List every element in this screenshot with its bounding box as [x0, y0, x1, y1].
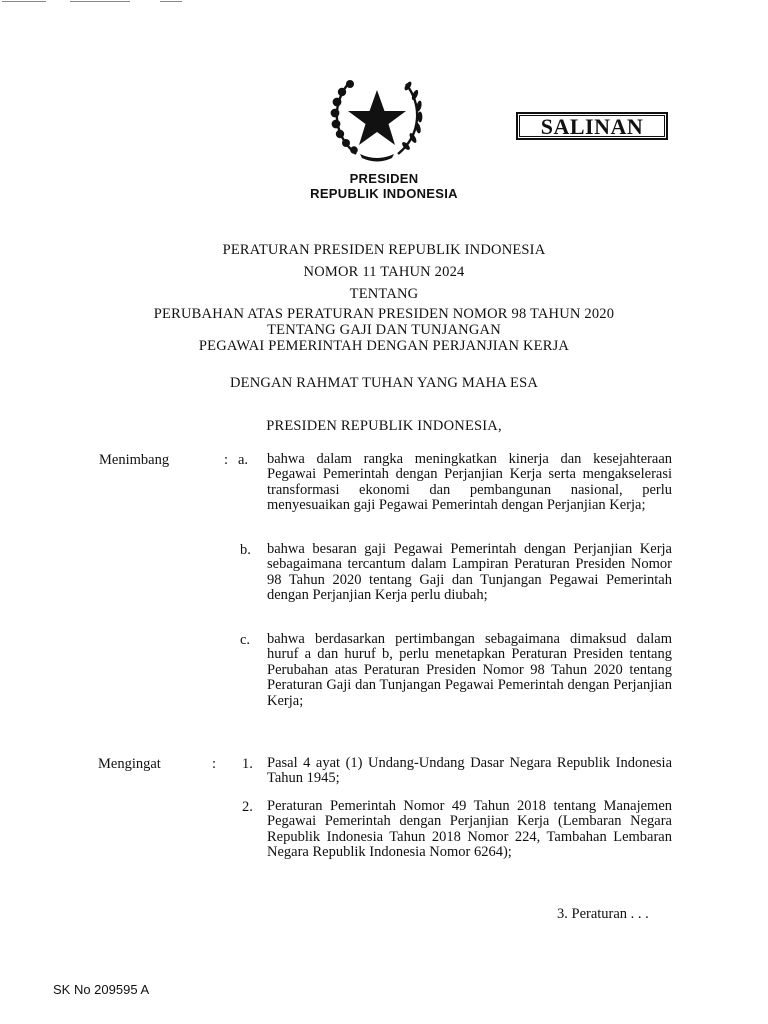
legal-basis-text: Pasal 4 ayat (1) Undang-Undang Dasar Negara Republik Indonesia Tahun 1945; — [267, 755, 672, 787]
president-label: PRESIDEN — [349, 171, 419, 186]
consideration-marker: c. — [240, 632, 251, 648]
enactor: PRESIDEN REPUBLIK INDONESIA, — [266, 418, 502, 434]
consideration-text: bahwa berdasarkan pertimbangan sebagaimana dimaksud dalam huruf a dan huruf b, perlu menetapkan Peraturan Presiden tentang Perubahan atas Peraturan Presiden Nomor 98 Tahun 2020 tentang Peraturan Gaji dan Tunjangan Pegawai Pemerintah dengan Perjanjian Kerja; — [267, 631, 672, 709]
regulation-title: PERATURAN PRESIDEN REPUBLIK INDONESIA — [222, 242, 546, 258]
serial-number: SK No 209595 A — [53, 982, 150, 997]
regulation-subject-line: TENTANG GAJI DAN TUNJANGAN — [267, 322, 501, 338]
salinan-stamp: SALINAN — [516, 112, 668, 140]
republic-label: REPUBLIK INDONESIA — [310, 186, 458, 201]
regulation-subject-line: PEGAWAI PEMERINTAH DENGAN PERJANJIAN KERJA — [198, 338, 570, 354]
scan-artifact-marks — [0, 0, 200, 4]
garuda-emblem-icon — [326, 70, 428, 166]
legal-basis-marker: 2. — [242, 799, 253, 815]
invocation: DENGAN RAHMAT TUHAN YANG MAHA ESA — [229, 375, 539, 391]
regulation-number: NOMOR 11 TAHUN 2024 — [303, 264, 465, 280]
legal-basis-text: Peraturan Pemerintah Nomor 49 Tahun 2018 tentang Manajemen Pegawai Pemerintah dengan Perjanjian Kerja (Lembaran Negara Republik Indonesia Tahun 2018 Nomor 224, Tambahan Lembaran Negara Republik Indonesia Nomor 6264); — [267, 798, 672, 861]
consideration-marker: b. — [240, 542, 251, 558]
consideration-text: bahwa besaran gaji Pegawai Pemerintah dengan Perjanjian Kerja sebagaimana tercantum dalam Lampiran Peraturan Presiden Nomor 98 Tahun 2020 tentang Gaji dan Tunjangan Pegawai Pemerintah dengan Perjanjian Kerja perlu diubah; — [267, 541, 672, 604]
menimbang-colon: : — [224, 452, 229, 468]
regulation-tentang: TENTANG — [349, 286, 419, 302]
mengingat-label: Mengingat — [98, 756, 161, 772]
menimbang-label: Menimbang — [99, 452, 170, 468]
consideration-marker: a. — [238, 452, 249, 468]
next-page-reference: 3. Peraturan . . . — [557, 906, 649, 922]
regulation-subject-line: PERUBAHAN ATAS PERATURAN PRESIDEN NOMOR 98 TAHUN 2020 — [153, 306, 615, 322]
consideration-text: bahwa dalam rangka meningkatkan kinerja dan kesejahteraan Pegawai Pemerintah dengan Perjanjian Kerja serta mengakselerasi transformasi ekonomi dan pembangunan nasional, perlu menyesuaikan gaji Pegawai Pemerintah dengan Perjanjian Kerja; — [267, 451, 672, 514]
mengingat-colon: : — [212, 756, 217, 772]
legal-basis-marker: 1. — [242, 756, 253, 772]
